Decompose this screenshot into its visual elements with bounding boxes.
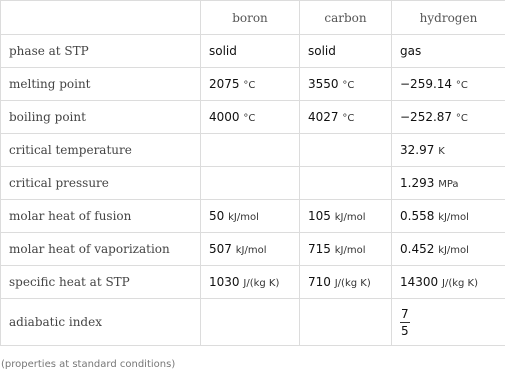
- table-cell: [201, 101, 300, 134]
- table-cell: [392, 101, 505, 134]
- cell-value: 710: [308, 275, 331, 289]
- table-row: [1, 101, 505, 134]
- table-cell: [392, 200, 505, 233]
- table-cell: [201, 200, 300, 233]
- row-label: critical pressure: [1, 167, 201, 200]
- cell-value: 3550: [308, 77, 339, 91]
- cell-value: 4027: [308, 110, 339, 124]
- table-cell: [300, 299, 392, 346]
- table-row: [1, 35, 505, 68]
- cell-value: gas: [400, 44, 422, 58]
- table-cell: [392, 266, 505, 299]
- row-label: adiabatic index: [1, 299, 201, 346]
- table-cell: [201, 299, 300, 346]
- cell-unit: °C: [243, 80, 256, 91]
- cell-unit: kJ/mol: [438, 212, 469, 223]
- footnote: (properties at standard conditions): [1, 359, 176, 370]
- table-row: [1, 167, 505, 200]
- header-hydrogen: hydrogen: [392, 1, 505, 35]
- row-label: phase at STP: [1, 35, 201, 68]
- cell-value: −252.87: [400, 110, 453, 124]
- table-row: [1, 266, 505, 299]
- table-cell: [300, 35, 392, 68]
- cell-value: 105: [308, 209, 331, 223]
- table-row: [1, 299, 505, 346]
- cell-value: solid: [209, 44, 237, 58]
- cell-unit: kJ/mol: [334, 212, 366, 223]
- table-cell: [392, 299, 505, 346]
- cell-unit: °C: [342, 113, 355, 124]
- cell-value: solid: [308, 44, 336, 58]
- cell-unit: kJ/mol: [228, 212, 259, 223]
- row-label: boiling point: [1, 101, 201, 134]
- cell-unit: kJ/mol: [235, 245, 267, 256]
- cell-value: 2075: [209, 77, 240, 91]
- table-cell: [201, 266, 300, 299]
- table-cell: [300, 266, 392, 299]
- cell-unit: J/(kg K): [243, 278, 280, 289]
- fraction-value: [400, 307, 410, 338]
- table-row: [1, 233, 505, 266]
- row-label: critical temperature: [1, 134, 201, 167]
- table-row: [1, 134, 505, 167]
- table-cell: [392, 35, 505, 68]
- cell-unit: K: [438, 146, 445, 157]
- cell-unit: °C: [455, 80, 468, 91]
- cell-value: 0.558: [400, 209, 435, 223]
- table-cell: [300, 200, 392, 233]
- table-cell: [300, 68, 392, 101]
- table-row: [1, 200, 505, 233]
- fraction-denominator: 5: [401, 323, 409, 338]
- cell-unit: °C: [342, 80, 355, 91]
- table-cell: [201, 68, 300, 101]
- row-label: specific heat at STP: [1, 266, 201, 299]
- table-cell: [392, 134, 505, 167]
- header-row: [1, 1, 505, 35]
- row-label: molar heat of fusion: [1, 200, 201, 233]
- table-cell: [201, 134, 300, 167]
- cell-value: 715: [308, 242, 331, 256]
- table-cell: [300, 101, 392, 134]
- table-cell: [392, 68, 505, 101]
- cell-value: 1.293: [400, 176, 435, 190]
- table-cell: [201, 167, 300, 200]
- fraction-bar: [400, 322, 410, 323]
- table-cell: [392, 233, 505, 266]
- cell-value: 507: [209, 242, 232, 256]
- table-row: [1, 68, 505, 101]
- row-label: molar heat of vaporization: [1, 233, 201, 266]
- cell-value: 4000: [209, 110, 240, 124]
- cell-value: 50: [209, 209, 225, 223]
- table-cell: [201, 35, 300, 68]
- table-cell: [300, 233, 392, 266]
- fraction-numerator: 7: [401, 306, 409, 321]
- table-cell: [201, 233, 300, 266]
- cell-value: 0.452: [400, 242, 435, 256]
- header-boron: boron: [201, 1, 300, 35]
- table-cell: [300, 167, 392, 200]
- table-body: [1, 35, 505, 346]
- header-corner: [1, 1, 201, 35]
- cell-unit: MPa: [438, 179, 459, 190]
- cell-value: 1030: [209, 275, 240, 289]
- table-cell: [392, 167, 505, 200]
- cell-unit: kJ/mol: [334, 245, 366, 256]
- cell-unit: °C: [455, 113, 468, 124]
- cell-unit: °C: [243, 113, 256, 124]
- cell-value: −259.14: [400, 77, 453, 91]
- row-label: melting point: [1, 68, 201, 101]
- cell-unit: J/(kg K): [334, 278, 371, 289]
- cell-value: 32.97: [400, 143, 435, 157]
- cell-unit: kJ/mol: [438, 245, 469, 256]
- header-carbon: carbon: [300, 1, 392, 35]
- cell-unit: J/(kg K): [442, 278, 479, 289]
- table-cell: [300, 134, 392, 167]
- cell-value: 14300: [400, 275, 439, 289]
